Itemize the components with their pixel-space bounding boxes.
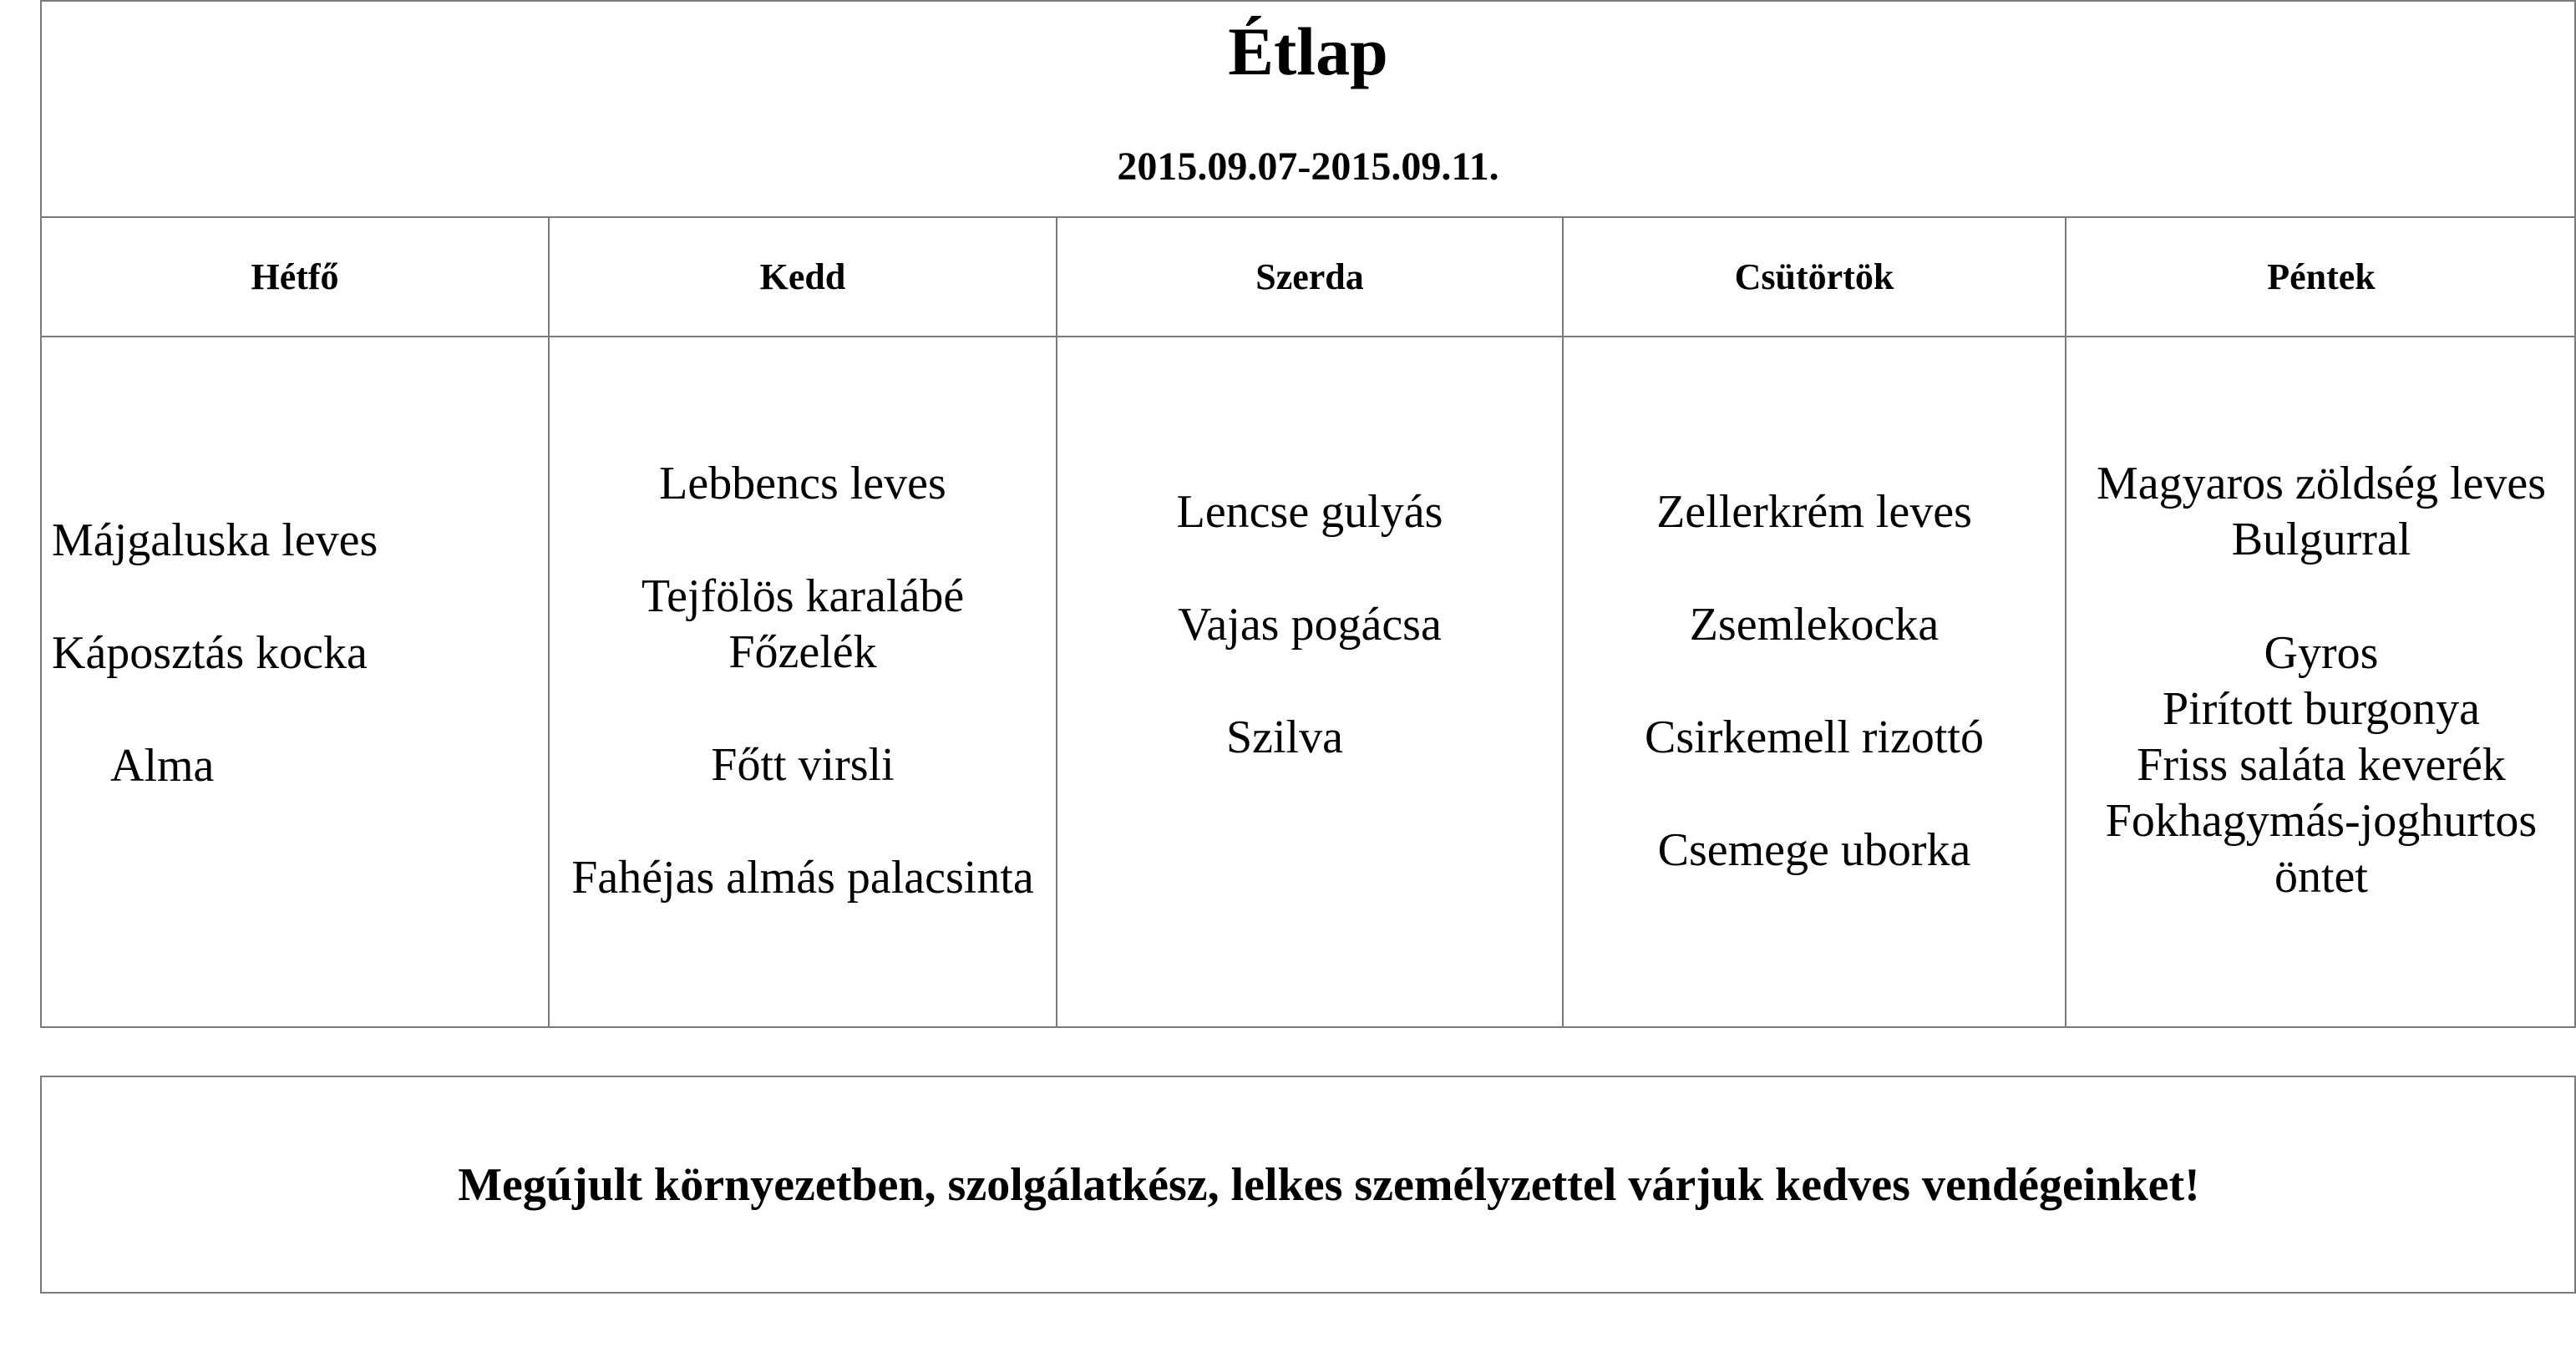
menu-item: Káposztás kocka <box>52 627 368 679</box>
day-header-row <box>42 218 2574 337</box>
day-header-friday: Péntek <box>2267 256 2376 297</box>
menu-item: Alma <box>110 740 215 792</box>
menu-item: Tejfölös karalábé <box>641 570 965 622</box>
date-range: 2015.09.07-2015.09.11. <box>1117 144 1499 189</box>
menu-item: öntet <box>2274 851 2368 903</box>
menu-item: Csemege uborka <box>1657 824 1971 876</box>
notice-text: Megújult környezetben, szolgálatkész, lelkes személyzettel várjuk kedves vendégeinket! <box>458 1158 2200 1211</box>
day-header-tuesday: Kedd <box>759 256 846 297</box>
menu-item: Lebbencs leves <box>659 458 946 509</box>
menu-item: Vajas pogácsa <box>1178 599 1442 651</box>
menu-cell-thursday <box>1564 337 2065 1028</box>
menu-item: Zsemlekocka <box>1689 599 1940 651</box>
menu-item: Gyros <box>2264 627 2379 679</box>
menu-item: Májgaluska leves <box>52 514 378 566</box>
menu-cell-friday <box>2066 337 2576 1028</box>
title-row <box>42 2 2574 218</box>
day-header-thursday: Csütörtök <box>1734 256 1894 297</box>
menu-item: Fokhagymás-joghurtos <box>2105 795 2538 847</box>
menu-item: Zellerkrém leves <box>1656 486 1972 538</box>
menu-item: Főtt virsli <box>711 739 895 791</box>
menu-item: Főzelék <box>728 626 877 678</box>
day-header-wednesday: Szerda <box>1255 256 1364 297</box>
menu-item: Friss saláta keverék <box>2137 739 2506 791</box>
menu-item: Fahéjas almás palacsinta <box>571 852 1034 904</box>
menu-cell-monday <box>42 337 548 1028</box>
menu-item: Bulgurral <box>2231 514 2411 565</box>
menu-item: Magyaros zöldség leves <box>2096 458 2547 509</box>
day-header-monday: Hétfő <box>251 256 339 297</box>
menu-item: Lencse gulyás <box>1176 486 1443 538</box>
menu-cell-tuesday <box>550 337 1056 1028</box>
menu-item: Szilva <box>1226 711 1343 763</box>
notice-box <box>40 1076 2576 1294</box>
menu-cell-wednesday <box>1057 337 1562 1028</box>
menu-table <box>40 0 2576 1028</box>
menu-item: Csirkemell rizottó <box>1645 711 1984 763</box>
menu-title: Étlap <box>1228 13 1388 89</box>
menu-item: Pirított burgonya <box>2162 683 2481 735</box>
